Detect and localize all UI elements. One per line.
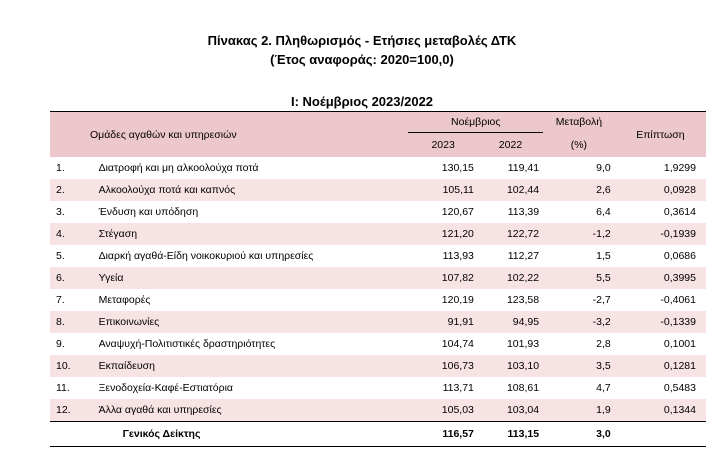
table-row bbox=[50, 157, 706, 179]
total-change: 3,0 bbox=[543, 422, 615, 447]
row-index: 9. bbox=[56, 338, 65, 350]
row-index: 7. bbox=[56, 294, 65, 306]
row-effect: 0,0686 bbox=[663, 250, 696, 262]
row-value-2023: 120,67 bbox=[441, 206, 474, 218]
header-change: Μεταβολή bbox=[543, 112, 615, 133]
row-value-2023: 104,74 bbox=[441, 338, 474, 350]
row-effect: 0,3614 bbox=[663, 206, 696, 218]
row-index: 1. bbox=[56, 162, 65, 174]
row-value-2022: 94,95 bbox=[478, 311, 543, 333]
row-value-2022: 103,10 bbox=[478, 355, 543, 377]
table-row bbox=[50, 179, 706, 201]
header-month: Νοέμβριος bbox=[408, 112, 543, 133]
row-effect: 0,3995 bbox=[615, 267, 706, 289]
row-value-2022: 119,41 bbox=[507, 162, 540, 174]
row-change: -2,7 bbox=[592, 294, 611, 306]
row-value-2023: 91,91 bbox=[408, 311, 478, 333]
table-row bbox=[50, 201, 706, 223]
row-change: -1,2 bbox=[543, 223, 615, 245]
row-name: Αλκοολούχα ποτά και καπνός bbox=[83, 179, 409, 201]
row-effect: 1,9299 bbox=[663, 162, 696, 174]
row-name: Αναψυχή-Πολιτιστικές δραστηριότητες bbox=[98, 338, 276, 350]
table-row bbox=[50, 267, 706, 289]
row-change: 1,5 bbox=[596, 250, 611, 262]
row-value-2023: 121,20 bbox=[408, 223, 478, 245]
header-year-2022: 2022 bbox=[478, 133, 543, 158]
row-index: 5. bbox=[56, 250, 65, 262]
row-effect: 0,1281 bbox=[615, 355, 706, 377]
row-index: 3. bbox=[56, 206, 65, 218]
row-effect: -0,1939 bbox=[615, 223, 706, 245]
row-value-2023: 105,11 bbox=[408, 179, 478, 201]
header-group: Ομάδες αγαθών και υπηρεσιών bbox=[50, 112, 408, 158]
row-index: 8. bbox=[50, 311, 83, 333]
table-row bbox=[50, 355, 706, 377]
row-name: Στέγαση bbox=[83, 223, 409, 245]
total-2022: 113,15 bbox=[478, 422, 543, 447]
table-row bbox=[50, 245, 706, 267]
total-name: Γενικός Δείκτης bbox=[83, 422, 409, 447]
row-change: 1,9 bbox=[543, 399, 615, 422]
row-effect: -0,4061 bbox=[660, 294, 696, 306]
row-change: 6,4 bbox=[596, 206, 611, 218]
row-name: Διατροφή και μη αλκοολούχα ποτά bbox=[98, 162, 259, 174]
table-row bbox=[50, 333, 706, 355]
table-row bbox=[50, 377, 706, 399]
row-effect: 0,1344 bbox=[615, 399, 706, 422]
table-title: Πίνακας 2. Πληθωρισμός - Ετήσιες μεταβολές ΔΤΚ bbox=[207, 33, 517, 48]
row-value-2022: 113,39 bbox=[507, 206, 540, 218]
row-change: 4,7 bbox=[596, 382, 611, 394]
row-change: 9,0 bbox=[596, 162, 611, 174]
row-effect: 0,1001 bbox=[663, 338, 696, 350]
row-value-2022: 122,72 bbox=[478, 223, 543, 245]
row-effect: 0,5483 bbox=[663, 382, 696, 394]
inflation-table bbox=[50, 111, 706, 447]
row-value-2022: 101,93 bbox=[506, 338, 540, 350]
row-value-2023: 113,93 bbox=[442, 250, 474, 262]
row-name: Ένδυση και υπόδηση bbox=[98, 206, 199, 218]
table-row bbox=[50, 399, 706, 422]
row-value-2022: 108,61 bbox=[506, 382, 540, 394]
row-change: 2,8 bbox=[596, 338, 611, 350]
section-title: Ι: Νοέμβριος 2023/2022 bbox=[290, 94, 434, 109]
row-name: Επικοινωνίες bbox=[83, 311, 409, 333]
row-name: Διαρκή αγαθά-Είδη νοικοκυριού και υπηρεσίες bbox=[98, 250, 314, 262]
row-effect: -0,1339 bbox=[615, 311, 706, 333]
table-row bbox=[50, 223, 706, 245]
total-2023: 116,57 bbox=[408, 422, 478, 447]
row-index: 2. bbox=[50, 179, 83, 201]
header-effect: Επίπτωση bbox=[615, 112, 706, 158]
row-index: 10. bbox=[50, 355, 83, 377]
table-row bbox=[50, 289, 706, 311]
row-index: 11. bbox=[56, 382, 70, 394]
row-change: 5,5 bbox=[543, 267, 615, 289]
row-value-2022: 102,44 bbox=[478, 179, 543, 201]
row-change: 3,5 bbox=[543, 355, 615, 377]
row-value-2023: 107,82 bbox=[408, 267, 478, 289]
row-index: 6. bbox=[50, 267, 83, 289]
row-value-2022: 123,58 bbox=[506, 294, 540, 306]
header-pct: (%) bbox=[543, 133, 615, 158]
row-name: Ξενοδοχεία-Καφέ-Εστιατόρια bbox=[98, 382, 233, 394]
row-change: -3,2 bbox=[543, 311, 615, 333]
row-index: 4. bbox=[50, 223, 83, 245]
row-name: Υγεία bbox=[83, 267, 409, 289]
row-value-2022: 103,04 bbox=[478, 399, 543, 422]
row-index: 12. bbox=[50, 399, 83, 422]
total-row bbox=[50, 422, 706, 447]
row-value-2023: 106,73 bbox=[408, 355, 478, 377]
header-year-2023: 2023 bbox=[408, 133, 478, 158]
table-row bbox=[50, 311, 706, 333]
row-value-2022: 102,22 bbox=[478, 267, 543, 289]
row-value-2023: 113,71 bbox=[442, 382, 474, 394]
table-subtitle: (Έτος αναφοράς: 2020=100,0) bbox=[270, 52, 454, 67]
row-value-2023: 130,15 bbox=[441, 162, 474, 174]
header-row-1 bbox=[50, 112, 706, 133]
row-value-2022: 112,27 bbox=[507, 250, 540, 262]
row-change: 2,6 bbox=[543, 179, 615, 201]
row-name: Άλλα αγαθά και υπηρεσίες bbox=[83, 399, 409, 422]
row-value-2023: 120,19 bbox=[441, 294, 474, 306]
row-effect: 0,0928 bbox=[615, 179, 706, 201]
row-value-2023: 105,03 bbox=[408, 399, 478, 422]
row-name: Μεταφορές bbox=[98, 294, 151, 306]
row-name: Εκπαίδευση bbox=[83, 355, 409, 377]
